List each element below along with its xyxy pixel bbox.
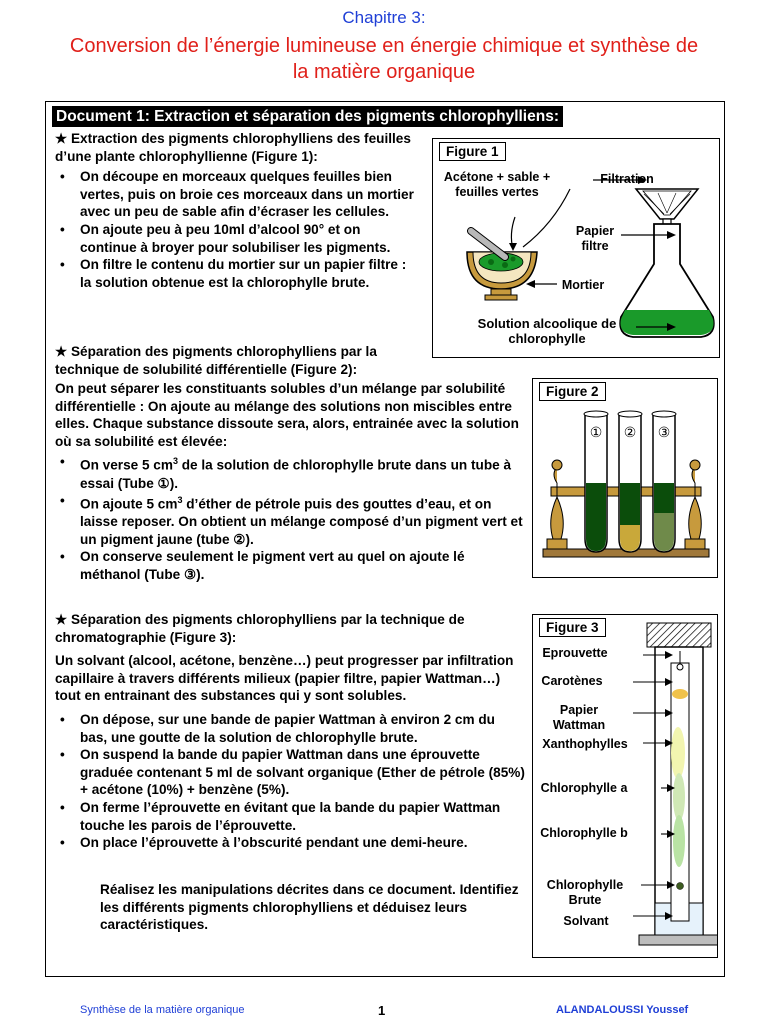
list-item: • On suspend la bande du papier Wattman dans une éprouvette graduée contenant 5 ml de solvant organique (Ether de pétrole (85%) + acétone (10%) + benzène (5%). <box>55 746 525 799</box>
list-item: • On ajoute 5 $cm^3$ d’éther de pétrole puis des gouttes d’eau, et on laisse reposer. On obtient un mélange composé d’un pigment vert et un pigment jaune (tube ②). <box>55 492 525 548</box>
chapter-title: Conversion de l’énergie lumineuse en énergie chimique et synthèse de la matière organique <box>69 35 699 83</box>
footer-author: ALANDALOUSSI Youssef <box>556 1004 689 1016</box>
fig3-papier-label: Papier Wattman <box>552 703 606 732</box>
fig3-chlob-label: Chlorophylle b <box>540 826 628 840</box>
list-item: • On ferme l’éprouvette en évitant que la bande du papier Wattman touche les parois de l’éprouvette. <box>55 799 525 834</box>
figure-3 <box>532 614 718 958</box>
figure-1 <box>432 138 720 358</box>
fig3-xantho-label: Xanthophylles <box>542 737 628 751</box>
figure-3-label: Figure 3 <box>539 618 606 637</box>
figure-2-illustration <box>533 379 717 577</box>
fig3-brute-label: Chlorophylle Brute <box>546 878 624 907</box>
fig1-mortier-label: Mortier <box>561 278 605 292</box>
figure-2-label: Figure 2 <box>539 382 606 401</box>
fig3-solvant-label: Solvant <box>563 914 609 928</box>
tube-2-label: ② <box>623 424 637 440</box>
page-number: 1 <box>378 1003 386 1018</box>
fig1-acetone-label: Acétone + sable + feuilles vertes <box>443 170 551 199</box>
fig3-eprouvette-label: Eprouvette <box>542 646 608 660</box>
task-instructions: Réalisez les manipulations décrites dans ce document. Identifiez les différents pigments chlorophylliens et déduisez leurs caractéristiques. <box>100 882 519 933</box>
tube-1-label: ① <box>589 424 603 440</box>
fig1-papier-label: Papier filtre <box>575 224 615 253</box>
footer-left: Synthèse de la matière organique <box>80 1004 245 1016</box>
fig3-carotenes-label: Carotènes <box>541 674 603 688</box>
figure-2 <box>532 378 718 578</box>
section-2 <box>55 380 525 584</box>
section-2-intro: On peut séparer les constituants solubles d’un mélange par solubilité différentielle : On ajoute au mélange des solutions non miscibles entre elles. Chaque substance dissoute sera, alors, entrainée avec la solution où sa solubilité est élevée: <box>55 381 519 449</box>
document-heading: Document 1: Extraction et séparation des pigments chlorophylliens: <box>52 106 563 127</box>
list-item: • On verse 5 $cm^3$ de la solution de chlorophylle brute dans un tube à essai (Tube ①). <box>55 453 525 492</box>
section-3 <box>55 611 525 852</box>
section-3-intro: Un solvant (alcool, acétone, benzène…) peut progresser par infiltration capillaire à travers différents milieux (papier filtre, papier Wattman…) tout en entrainant des substances qui y sont solubles. <box>55 653 514 704</box>
figure-1-label: Figure 1 <box>439 142 506 161</box>
fig3-chloa-label: Chlorophylle a <box>540 781 628 795</box>
list-item: • On ajoute peu à peu 10ml d’alcool 90° et on continue à broyer pour solubiliser les pigments. <box>55 221 420 256</box>
section-1-title: ★ Extraction des pigments chlorophylliens des feuilles d’une plante chlorophyllienne (Figure 1): <box>55 131 411 164</box>
list-item: • On place l’éprouvette à l’obscurité pendant une demi-heure. <box>55 834 525 852</box>
list-item: • On dépose, sur une bande de papier Wattman à environ 2 cm du bas, une goutte de la solution de chlorophylle brute. <box>55 711 525 746</box>
section-2-title: ★ Séparation des pigments chlorophylliens par la technique de solubilité différentielle (Figure 2): <box>55 344 377 377</box>
section-2-title-block <box>55 343 430 378</box>
fig1-filtration-label: Filtration <box>600 172 654 186</box>
list-item: • On filtre le contenu du mortier sur un papier filtre : la solution obtenue est la chlorophylle brute. <box>55 256 420 291</box>
list-item: • On découpe en morceaux quelques feuilles bien vertes, puis on broie ces morceaux dans un mortier avec un peu de sable afin d’écraser les cellules. <box>55 168 420 221</box>
chapter-label: Chapitre 3: <box>342 8 426 27</box>
fig1-solution-label: Solution alcoolique de chlorophylle <box>477 316 617 346</box>
tube-3-label: ③ <box>657 424 671 440</box>
section-3-title: ★ Séparation des pigments chlorophylliens par la technique de chromatographie (Figure 3): <box>55 612 465 645</box>
section-1 <box>55 130 420 291</box>
list-item: • On conserve seulement le pigment vert au quel on ajoute lé méthanol (Tube ③). <box>55 548 525 583</box>
